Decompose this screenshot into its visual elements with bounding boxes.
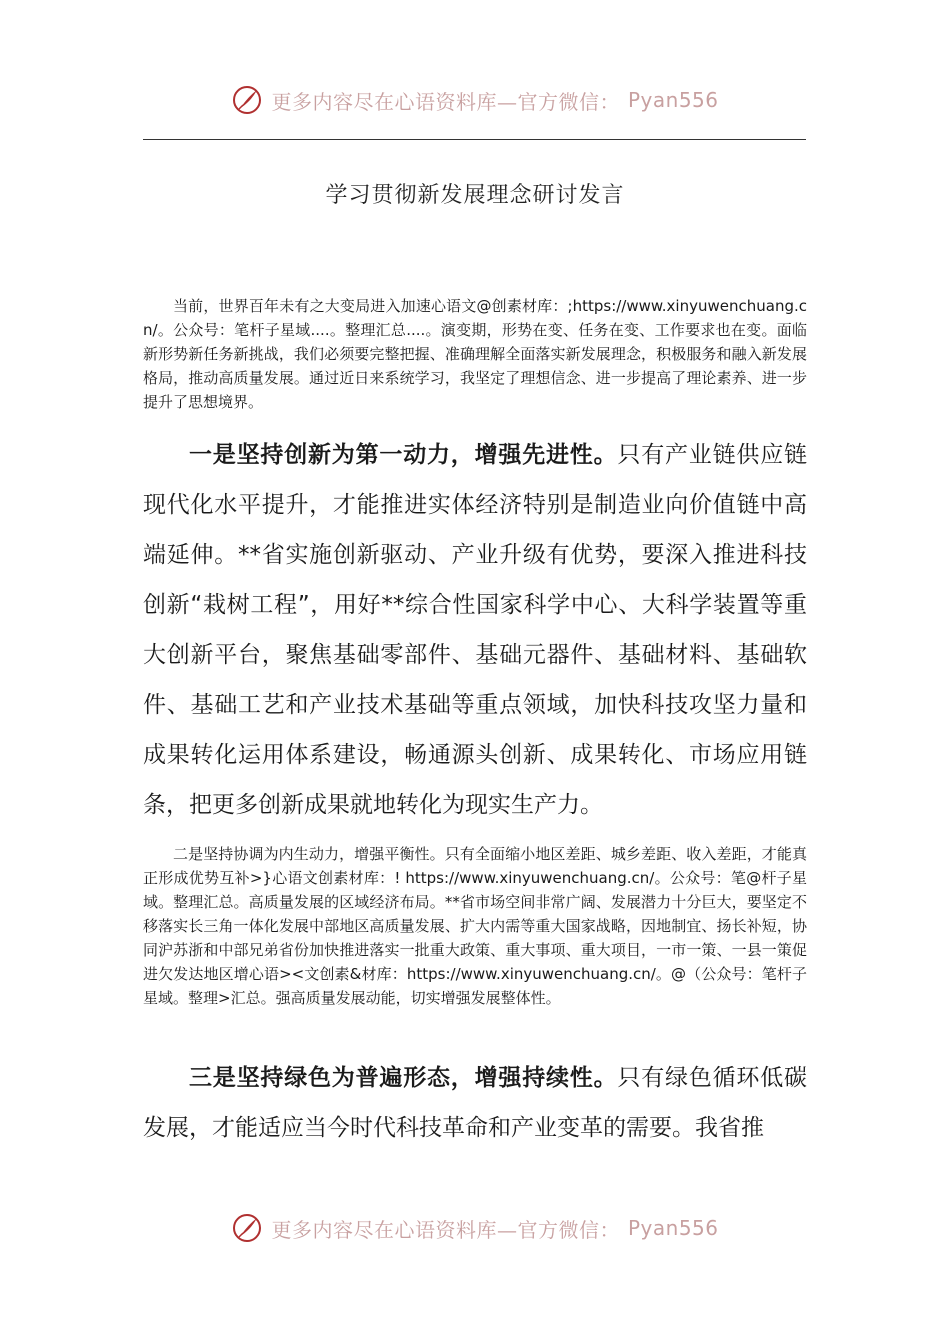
banner-wechat-id: Pyan556 bbox=[627, 88, 719, 112]
header-divider bbox=[143, 139, 806, 140]
paragraph-coordination: 二是坚持协调为内生动力，增强平衡性。只有全面缩小地区差距、城乡差距、收入差距，才能真正形成优势互补>}心语文创素材库：! https://www.xinyuwenchuang.cn/。公众号：笔@杆子星域。整理汇总。高质量发展的区域经济布局。**省市场空间非常广阔、发展潜力十分巨大，要坚定不移落实长三角一体化发展中部地区高质量发展、扩大内需等重大国家战略，因地制宜、扬长补短，协同沪苏浙和中部兄弟省份加快推进落实一批重大政策、重大事项、重大项目，一市一策、一县一策促进欠发达地区增心语><文创素&材库：https://www.xinyuwenchuang.cn/。@（公众号：笔杆子星域。整理>汇总。强高质量发展动能，切实增强发展整体性。 bbox=[143, 845, 807, 1007]
paragraph-green bbox=[143, 1053, 807, 1153]
quill-logo-icon bbox=[231, 1212, 263, 1244]
paragraph-innovation-lead: 一是坚持创新为第一动力，增强先进性。 bbox=[189, 442, 618, 468]
footer-banner bbox=[0, 1212, 950, 1244]
paragraph-green-lead: 三是坚持绿色为普遍形态，增强持续性。 bbox=[189, 1065, 618, 1091]
paragraph-intro: 当前，世界百年未有之大变局进入加速心语文@创素材库：;https://www.xinyuwenchuang.cn/。公众号：笔杆子星域....。整理汇总....。演变期，形势在变、任务在变、工作要求也在变。面临新形势新任务新挑战，我们必须要完整把握、准确理解全面落实新发展理念，积极服务和融入新发展格局，推动高质量发展。通过近日来系统学习，我坚定了理想信念、进一步提高了理论素养、进一步提升了思想境界。 bbox=[143, 297, 807, 411]
banner-wechat-id: Pyan556 bbox=[627, 1216, 719, 1240]
document-title: 学习贯彻新发展理念研讨发言 bbox=[325, 183, 625, 208]
header-banner bbox=[0, 84, 950, 116]
banner-text: 更多内容尽在心语资料库—官方微信： bbox=[271, 89, 620, 114]
banner-text: 更多内容尽在心语资料库—官方微信： bbox=[271, 1217, 620, 1242]
paragraph-green-body: 只有绿色循环低碳发展，才能适应当今时代科技革命和产业变革的需要。我省推 bbox=[143, 1065, 808, 1141]
quill-logo-icon bbox=[231, 84, 263, 116]
paragraph-innovation bbox=[143, 430, 807, 830]
paragraph-innovation-body: 只有产业链供应链现代化水平提升，才能推进实体经济特别是制造业向价值链中高端延伸。**省实施创新驱动、产业升级有优势，要深入推进科技创新“栽树工程”，用好**综合性国家科学中心、大科学装置等重大创新平台，聚焦基础零部件、基础元器件、基础材料、基础软件、基础工艺和产业技术基础等重点领域，加快科技攻坚力量和成果转化运用体系建设，畅通源头创新、成果转化、市场应用链条，把更多创新成果就地转化为现实生产力。 bbox=[143, 442, 808, 818]
